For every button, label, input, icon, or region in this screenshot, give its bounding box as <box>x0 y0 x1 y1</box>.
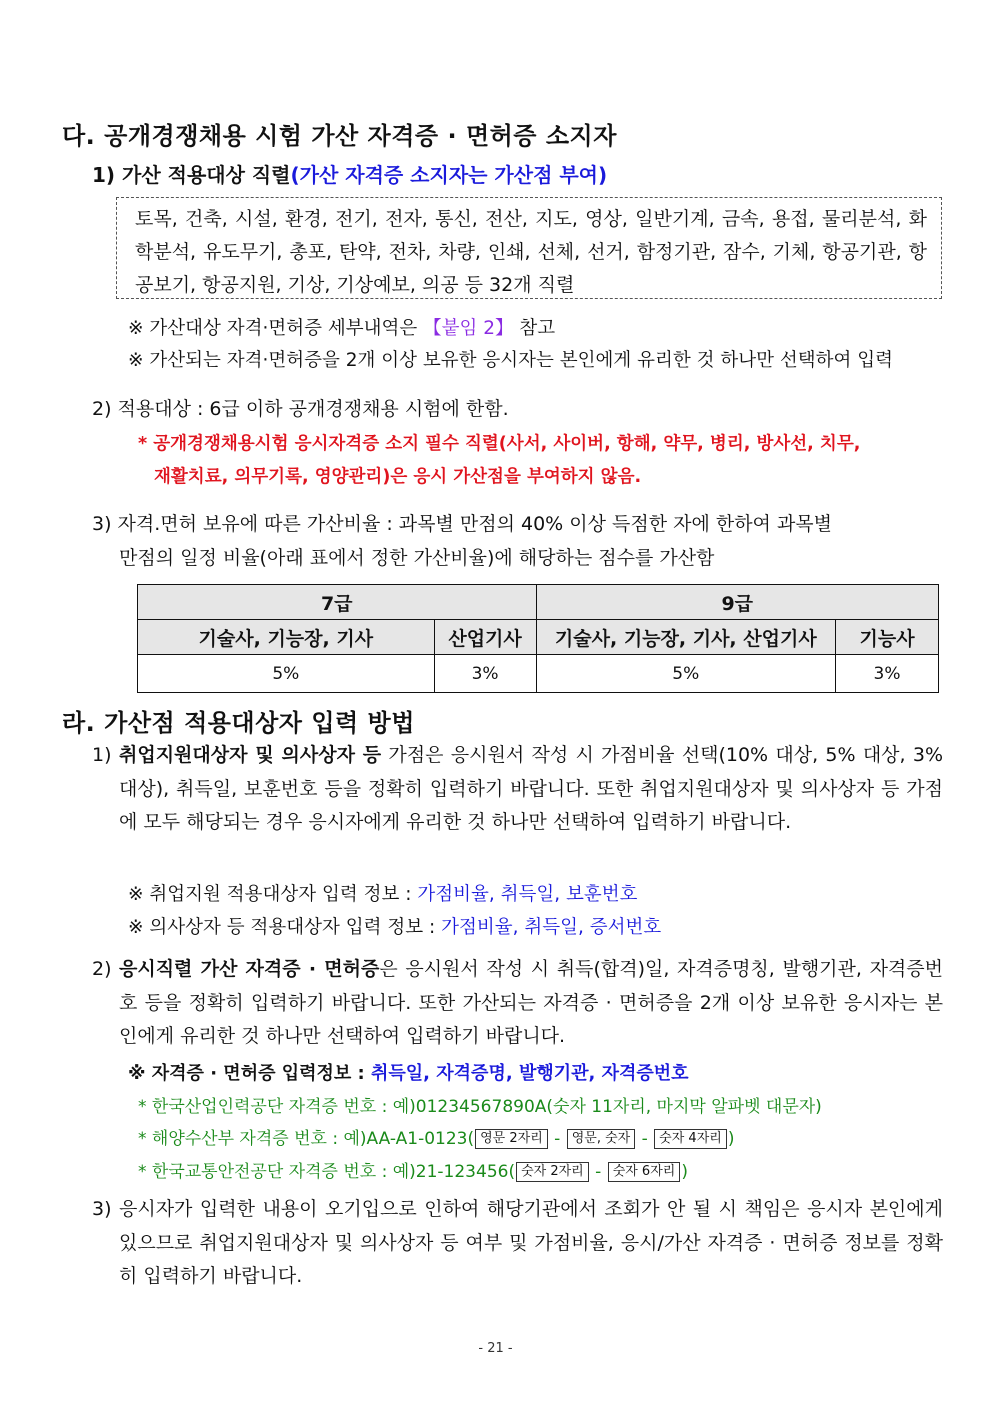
note-multiple: ※ 가산되는 자격·면허증을 2개 이상 보유한 응시자는 본인에게 유리한 것 하나만 선택하여 입력 <box>128 350 893 371</box>
page-number: - 21 - <box>478 1341 513 1356</box>
mof-tag-2: 영문, 숫자 <box>567 1129 636 1149</box>
e-item2-note <box>128 1059 689 1085</box>
section-d-title: 다. 공개경쟁채용 시험 가산 자격증 · 면허증 소지자 <box>62 122 617 150</box>
dash-3: - <box>589 1162 607 1182</box>
item2-text: 2) 적용대상 : 6급 이하 공개경쟁채용 시험에 한함. <box>92 398 509 420</box>
item1-label: 1) 가산 적용대상 직렬 <box>92 163 291 187</box>
value-3: 5% <box>536 655 836 693</box>
item1-paren: (가산 자격증 소지자는 가산점 부여) <box>290 163 608 187</box>
kotsa-close: ) <box>681 1162 688 1182</box>
mof-tag-3: 숫자 4자리 <box>654 1129 727 1149</box>
e-item2-note-pre: ※ 자격증 · 면허증 입력정보 : <box>128 1063 372 1084</box>
e-item1-text: 가점은 응시원서 작성 시 가점비율 선택(10% 대상, 5% 대상, 3% 대상), 취득일, 보훈번호 등을 정확히 입력하기 바랍니다. 또한 취업지원대상자 및 의사상자 등 가점에 모두 해당되는 경우 응시자에게 유리한 것 하나만 선택하여 입력하기 바랍니다. <box>119 744 943 833</box>
mof-cert-number <box>138 1124 734 1149</box>
e-note2 <box>128 913 661 939</box>
e-item2-num: 2) <box>92 958 112 980</box>
note-attachment-post: 참고 <box>513 318 556 339</box>
e-item3-num: 3) <box>92 1198 112 1220</box>
e-note2-pre: ※ 의사상자 등 적용대상자 입력 정보 : <box>128 917 442 938</box>
e-item2-note-val: 취득일, 자격증명, 발행기관, 자격증번호 <box>371 1063 689 1084</box>
dash-2: - <box>636 1129 654 1149</box>
dash-1: - <box>548 1129 566 1149</box>
e-note1-val: 가점비율, 취득일, 보훈번호 <box>417 884 638 905</box>
item1-heading <box>92 159 607 188</box>
kotsa-cert-pre: * 한국교통안전공단 자격증 번호 : 예)21-123456( <box>138 1162 516 1182</box>
item3-line1: 3) 자격.면허 보유에 따른 가산비율 : 과목별 만점의 40% 이상 득점한 자에 한하여 과목별 <box>92 513 833 535</box>
note-attachment-pre: ※ 가산대상 자격·면허증 세부내역은 <box>128 318 424 339</box>
e-note1-pre: ※ 취업지원 적용대상자 입력 정보 : <box>128 884 418 905</box>
e-item2-text: 은 응시원서 작성 시 취득(합격)일, 자격증명칭, 발행기관, 자격증번호 등을 정확히 입력하기 바랍니다. 또한 가산되는 자격증 · 면허증을 2개 이상 보유한 응시자는 본인에게 유리한 것 하나만 선택하여 입력하기 바랍니다. <box>119 958 943 1047</box>
bonus-rate-table <box>137 584 939 693</box>
e-note2-val: 가점비율, 취득일, 증서번호 <box>441 917 662 938</box>
col-header-4: 기능사 <box>836 620 939 655</box>
value-2: 3% <box>434 655 536 693</box>
mof-cert-pre: * 해양수산부 자격증 번호 : 예)AA-A1-0123( <box>138 1129 475 1149</box>
item3-line2: 만점의 일정 비율(아래 표에서 정한 가산비율)에 해당하는 점수를 가산함 <box>119 547 715 569</box>
attachment-ref: 【붙임 2】 <box>423 318 514 339</box>
col-header-2: 산업기사 <box>434 620 536 655</box>
col-header-1: 기술사, 기능장, 기사 <box>138 620 435 655</box>
section-e-title: 라. 가산점 적용대상자 입력 방법 <box>62 709 415 737</box>
kotsa-tag-2: 숫자 6자리 <box>608 1162 681 1182</box>
kotsa-tag-1: 숫자 2자리 <box>516 1162 589 1182</box>
note-attachment <box>128 314 555 340</box>
e-note1 <box>128 880 637 906</box>
grade7-header: 7급 <box>138 585 537 620</box>
e-item2-para <box>119 953 943 1054</box>
mof-close: ) <box>727 1129 735 1149</box>
kotsa-cert-number <box>138 1157 688 1182</box>
hrdk-cert-number: * 한국산업인력공단 자격증 번호 : 예)01234567890A(숫자 11자리, 마지막 알파벳 대문자) <box>138 1097 822 1117</box>
e-item1-para <box>119 739 943 840</box>
mof-tag-1: 영문 2자리 <box>475 1129 548 1149</box>
grade9-header: 9급 <box>536 585 939 620</box>
item2-red-line2: 재활치료, 의무기록, 영양관리)은 응시 가산점을 부여하지 않음. <box>154 467 642 487</box>
value-1: 5% <box>138 655 435 693</box>
item2-red-line1: * 공개경쟁채용시험 응시자격증 소지 필수 직렬(사서, 사이버, 항해, 약무, 병리, 방사선, 치무, <box>138 434 861 454</box>
job-series-box: 토목, 건축, 시설, 환경, 전기, 전자, 통신, 전산, 지도, 영상, 일반기계, 금속, 용접, 물리분석, 화학분석, 유도무기, 총포, 탄약, 전차, 차량, 인쇄, 선체, 선거, 함정기관, 잠수, 기체, 항공기관, 항공보기, 항공지원, 기상, 기상예보, 의공 등 32개 직렬 <box>116 197 942 299</box>
e-item1-bold: 취업지원대상자 및 의사상자 등 <box>119 744 382 766</box>
e-item3-para: 응시자가 입력한 내용이 오기입으로 인하여 해당기관에서 조회가 안 될 시 책임은 응시자 본인에게 있으므로 취업지원대상자 및 의사상자 등 여부 및 가점비율, 응시/가산 자격증 · 면허증 정보를 정확히 입력하기 바랍니다. <box>119 1198 943 1287</box>
col-header-3: 기술사, 기능장, 기사, 산업기사 <box>536 620 836 655</box>
value-4: 3% <box>836 655 939 693</box>
e-item1-num: 1) <box>92 744 112 766</box>
e-item2-bold: 응시직렬 가산 자격증 · 면허증 <box>119 958 380 980</box>
